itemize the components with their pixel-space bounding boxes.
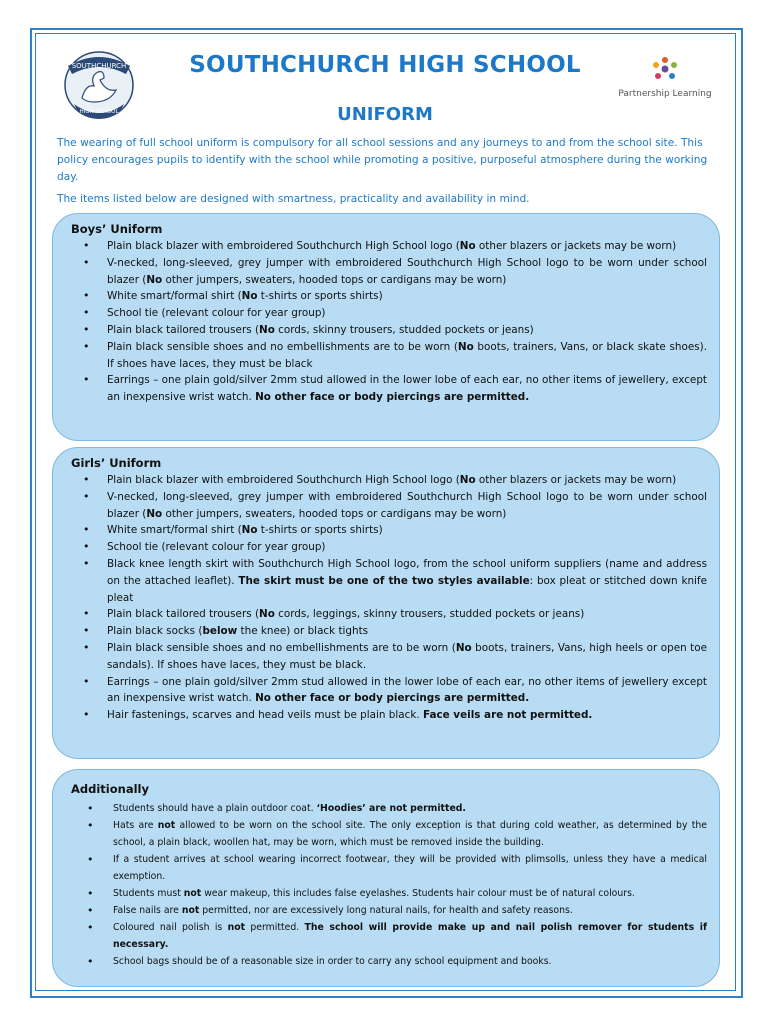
list-item-text: Hair fastenings, scarves and head veils must be plain black. <box>107 709 423 722</box>
list-item-text: other blazers or jackets may be worn) <box>475 474 677 486</box>
list-item-text: below <box>202 625 238 638</box>
list-item <box>71 305 707 322</box>
intro-paragraph-2: The items listed below are designed with smartness, practicality and availability in mind. <box>57 193 530 205</box>
list-item-text: Plain black sensible shoes and no embellishments are to be worn ( <box>107 641 456 654</box>
list-item-text: Plain black sensible shoes and no embellishments are to be worn ( <box>107 340 458 353</box>
list-item-text: No <box>459 474 476 486</box>
list-item-text: Face veils are not permitted. <box>422 709 593 722</box>
list-item-text: No <box>241 290 258 303</box>
list-item-text: Plain black tailored trousers ( <box>107 608 259 621</box>
list-item <box>71 238 707 255</box>
list-item <box>71 606 707 623</box>
list-item-text: The skirt must be one of the two styles available <box>238 574 530 587</box>
list-item-text: : box pleat or stitched down knife pleat <box>107 574 707 604</box>
boys-uniform-panel <box>52 213 720 441</box>
list-item-text: White smart/formal shirt ( <box>107 290 242 303</box>
list-item-text: Hats are <box>113 820 158 831</box>
list-item-text: False nails are <box>113 905 182 916</box>
list-item-text: Earrings – one plain gold/silver 2mm stud allowed in the lower lobe of each ear, no other items of jewellery, except an inexpensive wrist watch. <box>107 374 707 404</box>
list-item-text: White smart/formal shirt ( <box>107 524 242 537</box>
list-item-text: No other face or body piercings are permitted. <box>255 692 530 705</box>
list-item-text: No <box>459 240 476 252</box>
people-circle-icon <box>650 55 680 83</box>
intro-paragraph-1: The wearing of full school uniform is compulsory for all school sessions and any journeys to and from the school site. This policy encourages pupils to identify with the school while promoting a positive, purposeful atmosphere during the working day. <box>57 137 708 183</box>
list-item-text: Black knee length skirt with Southchurch High School logo, from the school uniform suppliers (name and address on the attached leaflet). <box>107 557 707 587</box>
boys-uniform-heading: Boys’ Uniform <box>71 222 163 236</box>
girls-uniform-list <box>71 472 707 724</box>
list-item <box>71 522 707 539</box>
list-item-text: permitted, nor are excessively long natural nails, for health and safety reasons. <box>199 905 573 916</box>
list-item <box>71 288 707 305</box>
list-item <box>71 322 707 339</box>
list-item-text: Students must <box>113 888 184 899</box>
additionally-panel <box>52 769 720 987</box>
list-item <box>71 800 707 817</box>
list-item-text: Plain black blazer with embroidered Southchurch High School logo ( <box>107 240 460 252</box>
list-item-text: Earrings – one plain gold/silver 2mm stud allowed in the lower lobe of each ear, no other items of jewellery except an inexpensive wrist watch. <box>107 675 707 705</box>
boys-uniform-list <box>71 238 707 406</box>
school-crest-logo <box>60 46 138 124</box>
page-subtitle: UNIFORM <box>337 104 433 125</box>
list-item <box>71 640 707 674</box>
list-item <box>71 372 707 406</box>
list-item-text: Plain black socks ( <box>107 625 203 638</box>
list-item <box>71 707 707 724</box>
crest-top-text: SOUTHCHURCH <box>71 62 127 70</box>
list-item-text: School tie (relevant colour for year group) <box>107 307 326 320</box>
list-item-text: No <box>259 323 275 336</box>
additionally-list <box>71 800 707 970</box>
list-item-text: No <box>146 273 163 286</box>
list-item <box>71 674 707 708</box>
list-item-text: boots, trainers, Vans, or black skate shoes). If shoes have laces, they must be black <box>107 340 707 370</box>
list-item-text: boots, trainers, Vans, high heels or open toe sandals). If shoes have laces, they must be black. <box>107 641 707 671</box>
list-item-text: not <box>181 905 200 916</box>
list-item-text: School bags should be of a reasonable size in order to carry any school equipment and books. <box>113 956 552 967</box>
list-item-text: No <box>259 608 275 621</box>
partnership-learning-text: Partnership Learning <box>618 89 712 99</box>
list-item-text: No <box>457 340 474 353</box>
list-item <box>71 851 707 885</box>
list-item <box>71 339 707 373</box>
girls-uniform-panel <box>52 447 720 759</box>
list-item-text: Coloured nail polish is <box>113 922 228 933</box>
list-item-text: Students should have a plain outdoor coat. <box>113 803 317 814</box>
list-item-text: No <box>241 524 258 537</box>
list-item-text: allowed to be worn on the school site. The only exception is that during cold weather, as determined by the school, a plain black, woollen hat, may be worn, which must be removed inside the building. <box>113 820 707 848</box>
list-item-text: V-necked, long-sleeved, grey jumper with embroidered Southchurch High School logo to be worn under school blazer ( <box>107 256 707 286</box>
list-item <box>71 539 707 556</box>
list-item <box>71 902 707 919</box>
list-item-text: the knee) or black tights <box>237 625 369 638</box>
list-item-text: If a student arrives at school wearing incorrect footwear, they will be provided with plimsolls, unless they have a medical exemption. <box>113 854 707 882</box>
list-item-text: No <box>146 507 163 520</box>
list-item-text: School tie (relevant colour for year group) <box>107 541 326 554</box>
list-item <box>71 623 707 640</box>
list-item-text: Plain black blazer with embroidered Southchurch High School logo ( <box>107 474 460 486</box>
list-item-text: wear makeup, this includes false eyelashes. Students hair colour must be of natural colours. <box>201 888 635 899</box>
list-item-text: other blazers or jackets may be worn) <box>475 240 677 252</box>
list-item-text: No other face or body piercings are permitted. <box>255 391 530 404</box>
list-item-text: cords, skinny trousers, studded pockets or jeans) <box>274 323 534 336</box>
list-item <box>71 919 707 953</box>
partnership-learning-logo <box>610 55 720 99</box>
list-item <box>71 489 707 523</box>
list-item-text: ‘Hoodies’ are not permitted. <box>316 803 466 814</box>
list-item-text: other jumpers, sweaters, hooded tops or cardigans may be worn) <box>162 273 507 286</box>
list-item-text: The school will provide make up and nail polish remover for students if necessary. <box>113 922 707 950</box>
list-item-text: not <box>227 922 246 933</box>
additionally-heading: Additionally <box>71 782 149 796</box>
list-item-text: No <box>455 641 472 654</box>
list-item <box>71 556 707 606</box>
list-item-text: cords, leggings, skinny trousers, studded pockets or jeans) <box>274 608 585 621</box>
intro-text <box>57 135 717 208</box>
list-item-text: not <box>157 820 176 831</box>
list-item-text: Plain black tailored trousers ( <box>107 323 259 336</box>
list-item <box>71 953 707 970</box>
list-item-text: t-shirts or sports shirts) <box>257 524 383 537</box>
crest-bottom-text: HIGH SCHOOL <box>79 109 119 115</box>
list-item-text: V-necked, long-sleeved, grey jumper with embroidered Southchurch High School logo to be worn under school blazer ( <box>107 490 707 520</box>
page-title: SOUTHCHURCH HIGH SCHOOL <box>189 52 581 78</box>
list-item <box>71 472 707 489</box>
list-item-text: not <box>183 888 202 899</box>
list-item-text: t-shirts or sports shirts) <box>257 290 383 303</box>
list-item <box>71 817 707 851</box>
list-item-text: other jumpers, sweaters, hooded tops or cardigans may be worn) <box>162 507 507 520</box>
list-item-text: permitted. <box>245 922 305 933</box>
girls-uniform-heading: Girls’ Uniform <box>71 456 162 470</box>
list-item <box>71 255 707 289</box>
list-item <box>71 885 707 902</box>
